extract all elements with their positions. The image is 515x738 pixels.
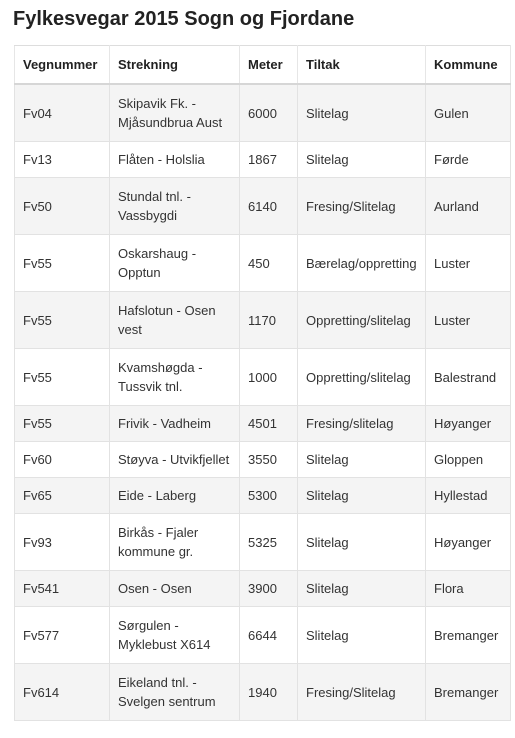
- cell-kommune: Gulen: [426, 84, 511, 142]
- cell-tiltak: Fresing/Slitelag: [298, 178, 426, 235]
- cell-meter: 3550: [240, 442, 298, 478]
- cell-meter: 6140: [240, 178, 298, 235]
- cell-strekning: Birkås - Fjaler kommune gr.: [110, 514, 240, 571]
- cell-kommune: Balestrand: [426, 349, 511, 406]
- table-row: [15, 349, 511, 406]
- cell-meter: 5300: [240, 478, 298, 514]
- header-vegnummer: Vegnummer: [15, 46, 110, 85]
- cell-strekning: Hafslotun - Osen vest: [110, 292, 240, 349]
- cell-kommune: Bremanger: [426, 664, 511, 721]
- table-row: [15, 178, 511, 235]
- cell-meter: 5325: [240, 514, 298, 571]
- table-row: [15, 571, 511, 607]
- cell-vegnummer: Fv04: [15, 84, 110, 142]
- cell-kommune: Høyanger: [426, 514, 511, 571]
- table-row: [15, 478, 511, 514]
- cell-vegnummer: Fv55: [15, 235, 110, 292]
- table-row: [15, 442, 511, 478]
- cell-strekning: Støyva - Utvikfjellet: [110, 442, 240, 478]
- cell-meter: 1170: [240, 292, 298, 349]
- header-kommune: Kommune: [426, 46, 511, 85]
- table-row: [15, 142, 511, 178]
- cell-meter: 1867: [240, 142, 298, 178]
- cell-tiltak: Bærelag/oppretting: [298, 235, 426, 292]
- cell-meter: 4501: [240, 406, 298, 442]
- cell-vegnummer: Fv55: [15, 292, 110, 349]
- cell-kommune: Flora: [426, 571, 511, 607]
- cell-tiltak: Oppretting/slitelag: [298, 349, 426, 406]
- cell-vegnummer: Fv13: [15, 142, 110, 178]
- cell-tiltak: Slitelag: [298, 514, 426, 571]
- cell-tiltak: Fresing/Slitelag: [298, 664, 426, 721]
- cell-vegnummer: Fv55: [15, 406, 110, 442]
- cell-vegnummer: Fv60: [15, 442, 110, 478]
- table-body: [15, 84, 511, 721]
- table-row: [15, 292, 511, 349]
- cell-vegnummer: Fv614: [15, 664, 110, 721]
- header-row: [15, 46, 511, 85]
- cell-meter: 6000: [240, 84, 298, 142]
- cell-meter: 450: [240, 235, 298, 292]
- cell-tiltak: Fresing/slitelag: [298, 406, 426, 442]
- cell-tiltak: Slitelag: [298, 478, 426, 514]
- cell-kommune: Luster: [426, 235, 511, 292]
- cell-kommune: Bremanger: [426, 607, 511, 664]
- cell-meter: 6644: [240, 607, 298, 664]
- cell-strekning: Flåten - Holslia: [110, 142, 240, 178]
- cell-kommune: Gloppen: [426, 442, 511, 478]
- cell-strekning: Eikeland tnl. - Svelgen sentrum: [110, 664, 240, 721]
- cell-kommune: Hyllestad: [426, 478, 511, 514]
- cell-strekning: Stundal tnl. - Vassbygdi: [110, 178, 240, 235]
- cell-tiltak: Slitelag: [298, 607, 426, 664]
- cell-vegnummer: Fv65: [15, 478, 110, 514]
- table-row: [15, 84, 511, 142]
- table-row: [15, 235, 511, 292]
- cell-kommune: Høyanger: [426, 406, 511, 442]
- cell-vegnummer: Fv93: [15, 514, 110, 571]
- header-tiltak: Tiltak: [298, 46, 426, 85]
- cell-kommune: Luster: [426, 292, 511, 349]
- road-table: [14, 45, 511, 721]
- cell-meter: 1000: [240, 349, 298, 406]
- page-title: Fylkesvegar 2015 Sogn og Fjordane: [13, 8, 355, 30]
- header-meter: Meter: [240, 46, 298, 85]
- table-row: [15, 664, 511, 721]
- cell-strekning: Kvamshøgda - Tussvik tnl.: [110, 349, 240, 406]
- table-row: [15, 406, 511, 442]
- cell-tiltak: Oppretting/slitelag: [298, 292, 426, 349]
- cell-strekning: Skipavik Fk. - Mjåsundbrua Aust: [110, 84, 240, 142]
- table-header: [15, 46, 511, 85]
- cell-vegnummer: Fv577: [15, 607, 110, 664]
- cell-tiltak: Slitelag: [298, 142, 426, 178]
- table-row: [15, 607, 511, 664]
- cell-meter: 3900: [240, 571, 298, 607]
- cell-strekning: Sørgulen - Myklebust X614: [110, 607, 240, 664]
- cell-strekning: Osen - Osen: [110, 571, 240, 607]
- cell-vegnummer: Fv541: [15, 571, 110, 607]
- cell-kommune: Førde: [426, 142, 511, 178]
- cell-tiltak: Slitelag: [298, 571, 426, 607]
- header-strekning: Strekning: [110, 46, 240, 85]
- cell-vegnummer: Fv50: [15, 178, 110, 235]
- cell-tiltak: Slitelag: [298, 84, 426, 142]
- cell-strekning: Frivik - Vadheim: [110, 406, 240, 442]
- table-row: [15, 514, 511, 571]
- cell-meter: 1940: [240, 664, 298, 721]
- cell-strekning: Oskarshaug - Opptun: [110, 235, 240, 292]
- cell-strekning: Eide - Laberg: [110, 478, 240, 514]
- cell-vegnummer: Fv55: [15, 349, 110, 406]
- cell-kommune: Aurland: [426, 178, 511, 235]
- cell-tiltak: Slitelag: [298, 442, 426, 478]
